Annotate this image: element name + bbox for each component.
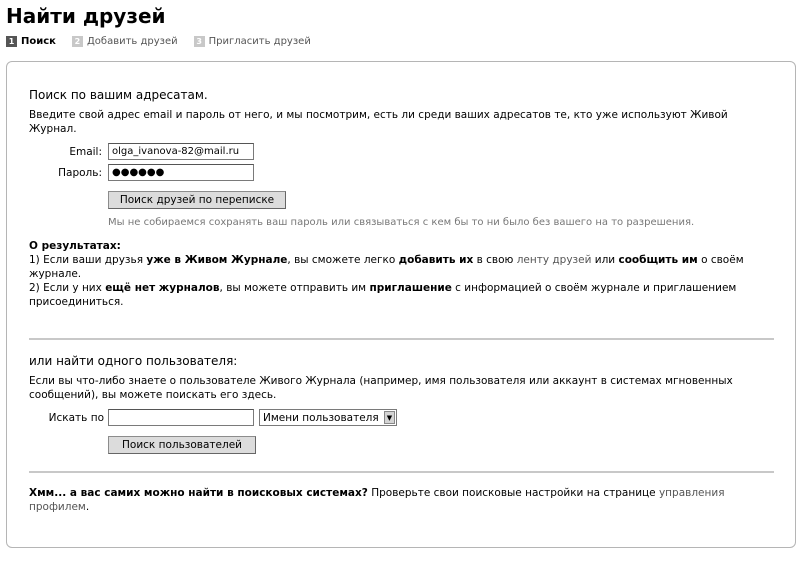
section-divider bbox=[29, 338, 774, 340]
search-by-label: Искать по bbox=[48, 412, 104, 424]
text-run: о своём bbox=[697, 254, 744, 266]
search-friends-button[interactable]: Поиск друзей по переписке bbox=[108, 191, 286, 209]
email-label: Email: bbox=[69, 146, 102, 158]
results-line-2: журнале. bbox=[29, 268, 82, 280]
main-panel bbox=[6, 61, 796, 548]
user-search-input[interactable] bbox=[108, 409, 254, 426]
step-search bbox=[6, 36, 56, 47]
section-divider bbox=[29, 471, 774, 473]
user-search-title: или найти одного пользователя: bbox=[29, 354, 238, 368]
text-run: с информацией о своём журнале и приглашением bbox=[451, 282, 737, 294]
user-search-intro bbox=[29, 374, 733, 402]
results-line-1 bbox=[29, 253, 774, 267]
step-number: 3 bbox=[194, 36, 205, 47]
intro-line: Журнал. bbox=[29, 123, 77, 135]
select-value: Имени пользователя bbox=[263, 411, 379, 424]
step-label: Поиск bbox=[21, 36, 56, 47]
results-text bbox=[29, 253, 774, 309]
search-type-select[interactable] bbox=[259, 409, 397, 426]
intro-line: Если вы что-либо знаете о пользователе Живого Журнала (например, имя пользователя или аккаунт в системах мгновенных bbox=[29, 375, 733, 387]
step-label: Добавить друзей bbox=[86, 36, 178, 47]
text-run: или bbox=[591, 254, 619, 266]
search-users-button[interactable]: Поиск пользователей bbox=[108, 436, 256, 454]
password-field[interactable] bbox=[108, 164, 254, 181]
intro-line: сообщений), вы можете поискать его здесь. bbox=[29, 389, 277, 401]
step-indicator bbox=[6, 36, 327, 47]
step-label: Пригласить друзей bbox=[208, 36, 311, 47]
profile-settings-link[interactable]: профилем bbox=[29, 501, 86, 513]
results-line-4: присоединиться. bbox=[29, 296, 124, 308]
address-search-intro bbox=[29, 108, 728, 136]
results-line-3 bbox=[29, 281, 774, 295]
text-run: ещё нет журналов bbox=[105, 282, 220, 294]
privacy-note: Мы не собираемся сохранять ваш пароль или связываться с кем бы то ни было без вашего на то разрешения. bbox=[108, 217, 695, 228]
address-search-title: Поиск по вашим адресатам. bbox=[29, 88, 208, 102]
page-title: Найти друзей bbox=[6, 4, 166, 28]
text-run: в свою bbox=[473, 254, 517, 266]
text-run: 2) Если у них bbox=[29, 282, 106, 294]
email-field[interactable] bbox=[108, 143, 254, 160]
text-run: . bbox=[85, 501, 90, 513]
note-line-2 bbox=[29, 500, 774, 514]
results-title: О результатах: bbox=[29, 240, 121, 252]
chevron-down-icon[interactable]: ▼ bbox=[384, 411, 395, 424]
intro-line: Введите свой адрес email и пароль от него, и мы посмотрим, есть ли среди ваших адресатов те, кто уже используют Живой bbox=[29, 109, 728, 121]
friends-feed-link[interactable]: ленту друзей bbox=[516, 254, 592, 266]
text-run: приглашение bbox=[369, 282, 452, 294]
profile-settings-link[interactable]: управления bbox=[658, 487, 725, 499]
text-run: 1) Если ваши друзья bbox=[29, 254, 147, 266]
text-run: Проверьте свои поисковые настройки на странице bbox=[367, 487, 659, 499]
text-run: сообщить им bbox=[618, 254, 698, 266]
text-run: уже в Живом Журнале bbox=[146, 254, 288, 266]
text-run: , вы сможете легко bbox=[287, 254, 399, 266]
note-line-1 bbox=[29, 486, 774, 500]
search-engine-note bbox=[29, 486, 774, 514]
step-number: 1 bbox=[6, 36, 17, 47]
step-add-friends bbox=[72, 36, 178, 47]
step-invite-friends bbox=[194, 36, 311, 47]
text-run: добавить их bbox=[398, 254, 474, 266]
step-number: 2 bbox=[72, 36, 83, 47]
text-run: Хмм... а вас самих можно найти в поисковых системах? bbox=[29, 487, 368, 499]
text-run: , вы можете отправить им bbox=[219, 282, 370, 294]
password-label: Пароль: bbox=[58, 167, 102, 179]
